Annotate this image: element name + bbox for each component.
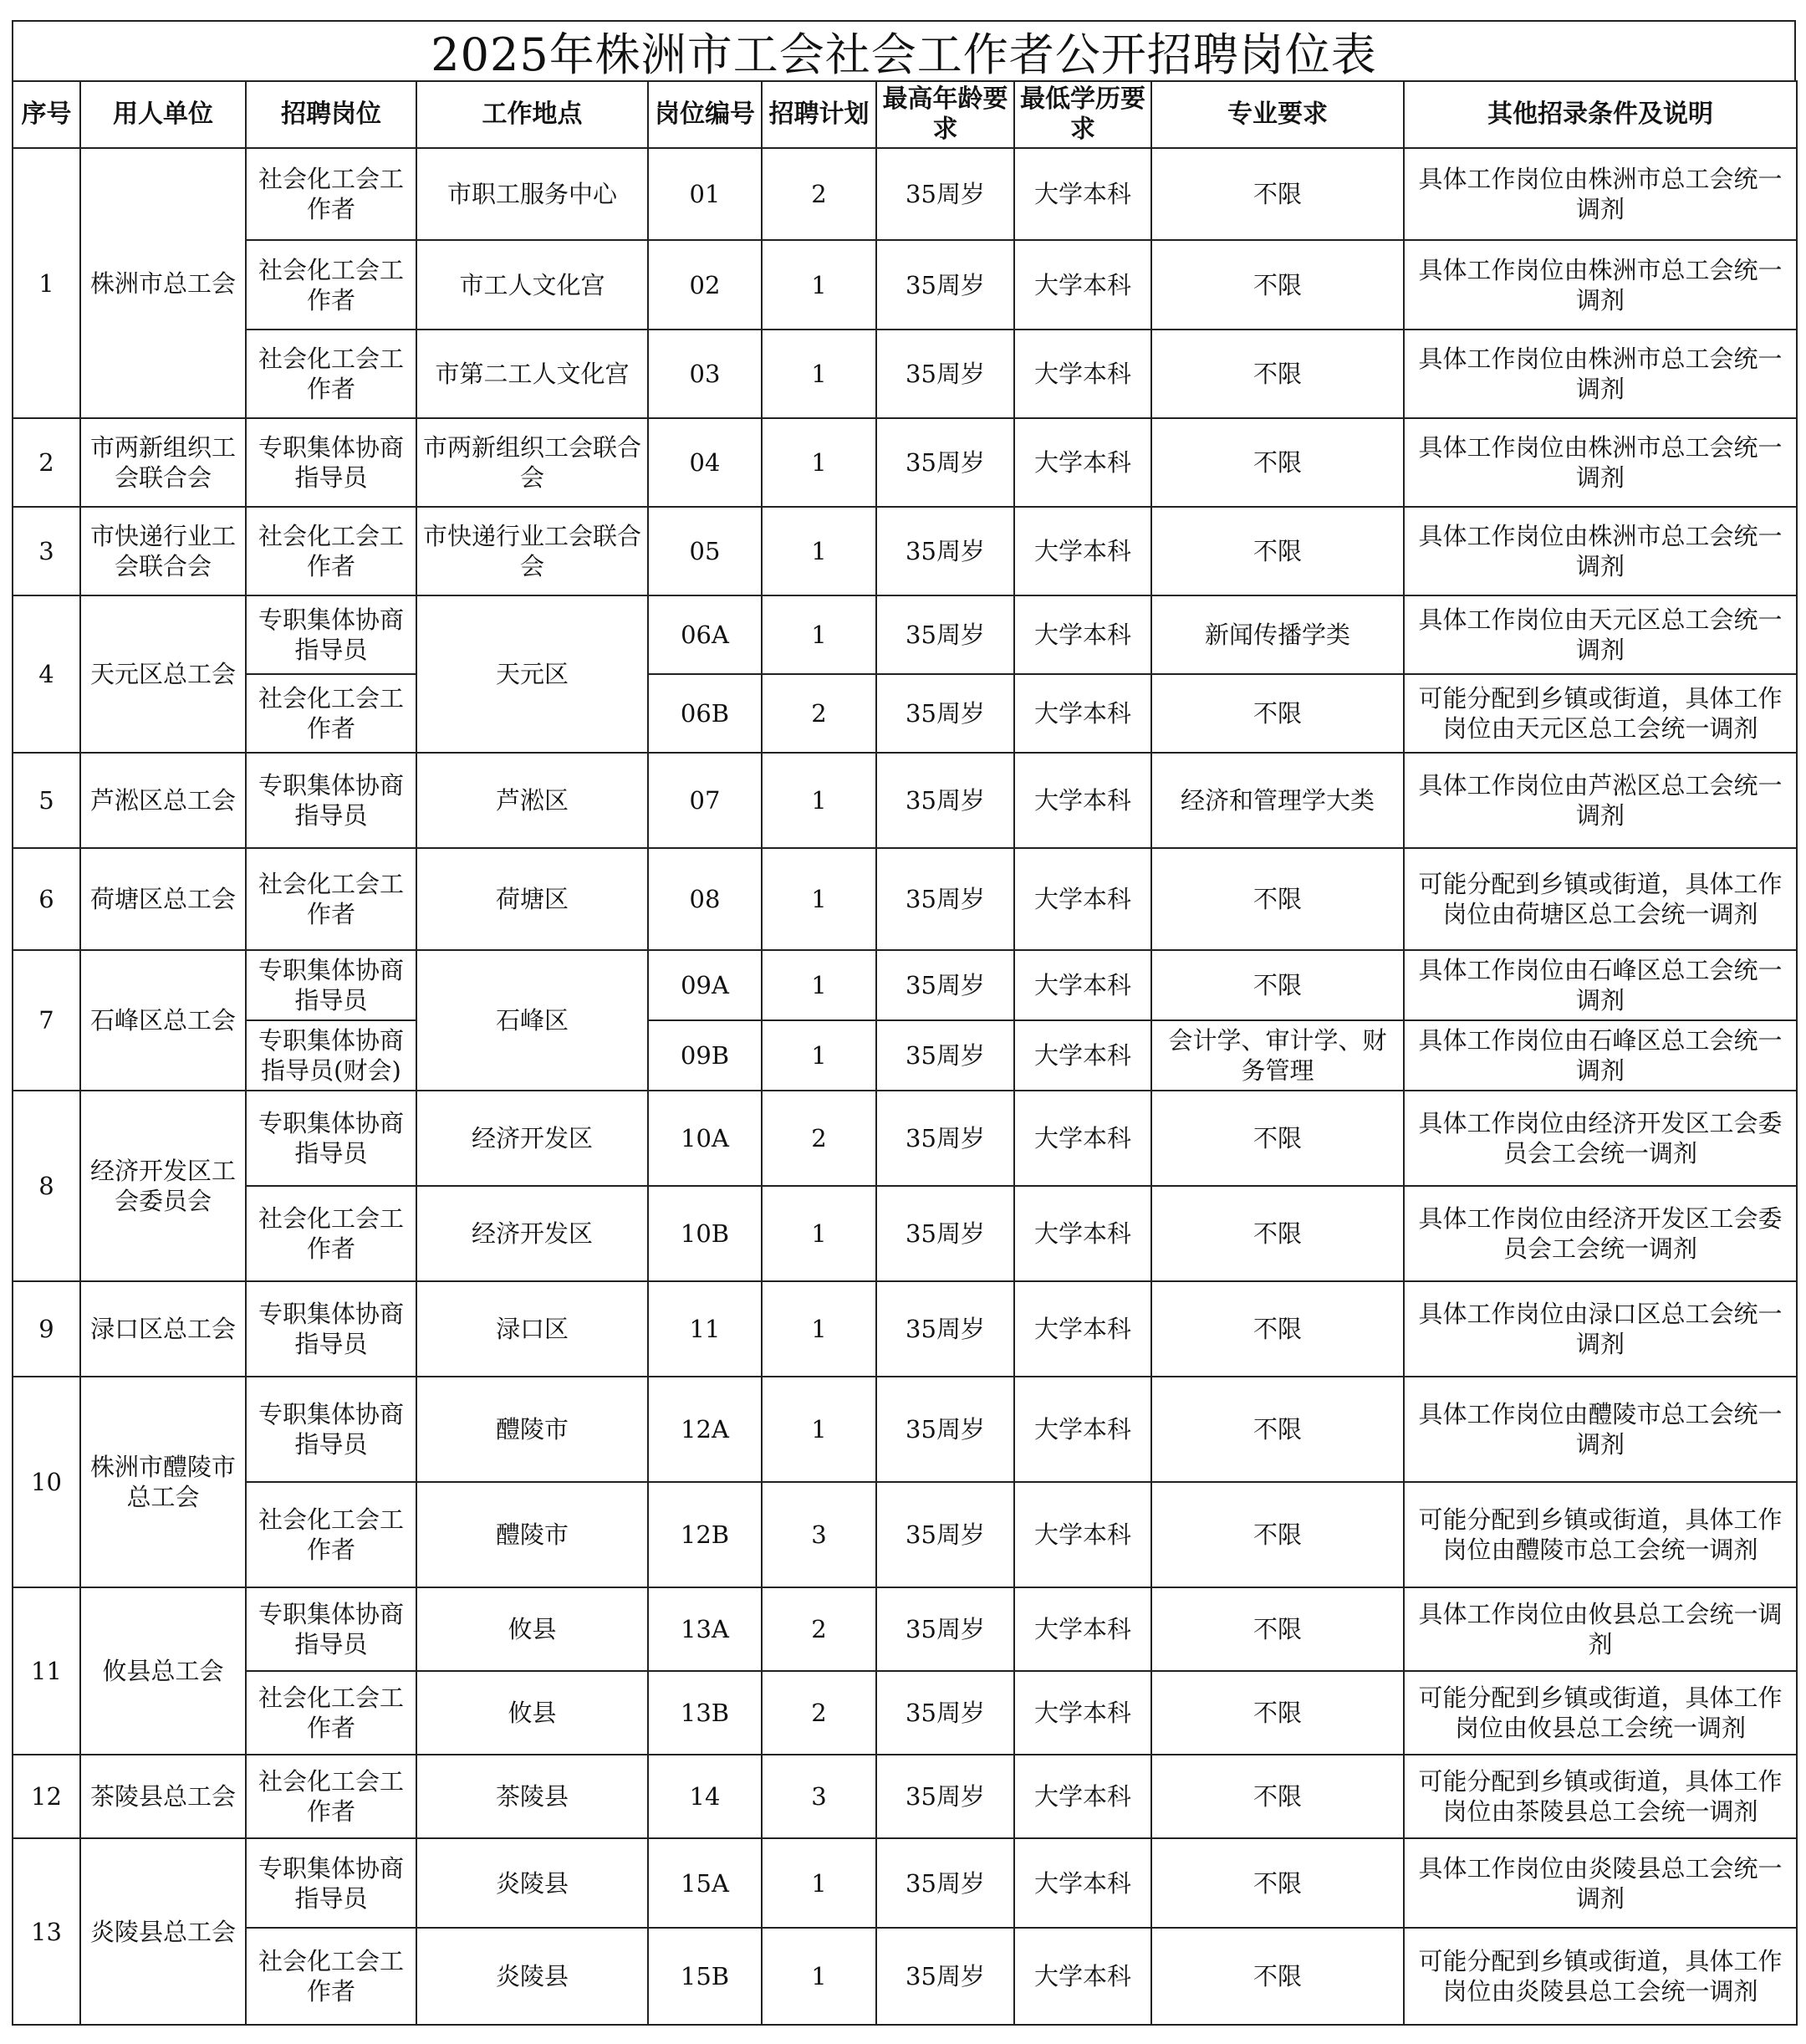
- cell-unit: 炎陵县总工会: [80, 1838, 246, 2025]
- cell-age: 35周岁: [876, 240, 1014, 330]
- cell-unit: 石峰区总工会: [80, 950, 246, 1091]
- cell-age: 35周岁: [876, 753, 1014, 848]
- cell-age: 35周岁: [876, 1377, 1014, 1482]
- table-row: [13, 848, 1797, 950]
- cell-no: 11: [13, 1587, 80, 1755]
- header-plan: 招聘计划: [762, 81, 876, 148]
- cell-unit: 市快递行业工会联合会: [80, 507, 246, 595]
- cell-code: 14: [648, 1755, 762, 1838]
- table-row: [13, 148, 1797, 240]
- cell-age: 35周岁: [876, 1928, 1014, 2025]
- cell-plan: 1: [762, 1186, 876, 1281]
- cell-code: 04: [648, 418, 762, 507]
- table-row: [13, 1186, 1797, 1281]
- cell-post: 专职集体协商指导员: [246, 753, 416, 848]
- cell-plan: 1: [762, 848, 876, 950]
- cell-code: 02: [648, 240, 762, 330]
- cell-post: 社会化工会工作者: [246, 1482, 416, 1587]
- cell-location: 攸县: [416, 1587, 648, 1671]
- cell-education: 大学本科: [1014, 1091, 1151, 1186]
- cell-post: 社会化工会工作者: [246, 507, 416, 595]
- cell-code: 01: [648, 148, 762, 240]
- cell-location: 荷塘区: [416, 848, 648, 950]
- cell-location: 炎陵县: [416, 1838, 648, 1928]
- table-row: [13, 1482, 1797, 1587]
- cell-major: 不限: [1151, 240, 1404, 330]
- table-row: [13, 595, 1797, 674]
- cell-post: 专职集体协商指导员(财会): [246, 1020, 416, 1091]
- cell-post: 专职集体协商指导员: [246, 595, 416, 674]
- cell-age: 35周岁: [876, 950, 1014, 1020]
- header-post: 招聘岗位: [246, 81, 416, 148]
- cell-no: 4: [13, 595, 80, 753]
- cell-location: 市快递行业工会联合会: [416, 507, 648, 595]
- cell-age: 35周岁: [876, 1838, 1014, 1928]
- cell-location: 石峰区: [416, 950, 648, 1091]
- cell-major: 不限: [1151, 950, 1404, 1020]
- cell-education: 大学本科: [1014, 1482, 1151, 1587]
- table-row: [13, 1755, 1797, 1838]
- cell-code: 09B: [648, 1020, 762, 1091]
- cell-plan: 1: [762, 330, 876, 418]
- cell-age: 35周岁: [876, 1186, 1014, 1281]
- cell-education: 大学本科: [1014, 950, 1151, 1020]
- cell-education: 大学本科: [1014, 418, 1151, 507]
- cell-notes: 具体工作岗位由天元区总工会统一调剂: [1404, 595, 1797, 674]
- table-row: [13, 950, 1797, 1020]
- cell-post: 专职集体协商指导员: [246, 950, 416, 1020]
- cell-major: 不限: [1151, 148, 1404, 240]
- cell-age: 35周岁: [876, 1755, 1014, 1838]
- table-row: [13, 753, 1797, 848]
- cell-notes: 具体工作岗位由攸县总工会统一调剂: [1404, 1587, 1797, 1671]
- cell-post: 社会化工会工作者: [246, 848, 416, 950]
- cell-notes: 具体工作岗位由经济开发区工会委员会工会统一调剂: [1404, 1186, 1797, 1281]
- cell-code: 08: [648, 848, 762, 950]
- cell-notes: 具体工作岗位由株洲市总工会统一调剂: [1404, 507, 1797, 595]
- header-code: 岗位编号: [648, 81, 762, 148]
- document-sheet: [12, 20, 1796, 2026]
- cell-major: 经济和管理学大类: [1151, 753, 1404, 848]
- cell-education: 大学本科: [1014, 1838, 1151, 1928]
- cell-post: 专职集体协商指导员: [246, 1838, 416, 1928]
- cell-post: 社会化工会工作者: [246, 1186, 416, 1281]
- cell-notes: 可能分配到乡镇或街道，具体工作岗位由茶陵县总工会统一调剂: [1404, 1755, 1797, 1838]
- cell-notes: 具体工作岗位由渌口区总工会统一调剂: [1404, 1281, 1797, 1377]
- cell-post: 社会化工会工作者: [246, 1671, 416, 1755]
- cell-plan: 3: [762, 1755, 876, 1838]
- cell-education: 大学本科: [1014, 1587, 1151, 1671]
- cell-unit: 芦淞区总工会: [80, 753, 246, 848]
- cell-plan: 1: [762, 507, 876, 595]
- cell-post: 专职集体协商指导员: [246, 1091, 416, 1186]
- cell-post: 社会化工会工作者: [246, 330, 416, 418]
- cell-code: 05: [648, 507, 762, 595]
- cell-code: 13B: [648, 1671, 762, 1755]
- cell-code: 15B: [648, 1928, 762, 2025]
- cell-major: 不限: [1151, 1587, 1404, 1671]
- cell-no: 12: [13, 1755, 80, 1838]
- cell-notes: 具体工作岗位由株洲市总工会统一调剂: [1404, 330, 1797, 418]
- cell-notes: 可能分配到乡镇或街道，具体工作岗位由天元区总工会统一调剂: [1404, 674, 1797, 753]
- cell-notes: 具体工作岗位由芦淞区总工会统一调剂: [1404, 753, 1797, 848]
- cell-plan: 2: [762, 1671, 876, 1755]
- cell-post: 专职集体协商指导员: [246, 1281, 416, 1377]
- cell-unit: 株洲市醴陵市总工会: [80, 1377, 246, 1587]
- cell-plan: 1: [762, 595, 876, 674]
- cell-code: 12A: [648, 1377, 762, 1482]
- cell-unit: 株洲市总工会: [80, 148, 246, 418]
- table-row: [13, 1838, 1797, 1928]
- table-row: [13, 1587, 1797, 1671]
- cell-post: 专职集体协商指导员: [246, 418, 416, 507]
- cell-no: 10: [13, 1377, 80, 1587]
- cell-plan: 3: [762, 1482, 876, 1587]
- cell-code: 12B: [648, 1482, 762, 1587]
- cell-no: 2: [13, 418, 80, 507]
- cell-education: 大学本科: [1014, 1186, 1151, 1281]
- cell-age: 35周岁: [876, 1671, 1014, 1755]
- cell-age: 35周岁: [876, 418, 1014, 507]
- cell-major: 不限: [1151, 674, 1404, 753]
- cell-unit: 茶陵县总工会: [80, 1755, 246, 1838]
- table-row: [13, 1671, 1797, 1755]
- cell-location: 炎陵县: [416, 1928, 648, 2025]
- cell-unit: 攸县总工会: [80, 1587, 246, 1755]
- cell-location: 经济开发区: [416, 1186, 648, 1281]
- cell-major: 不限: [1151, 1482, 1404, 1587]
- cell-no: 13: [13, 1838, 80, 2025]
- cell-post: 专职集体协商指导员: [246, 1587, 416, 1671]
- cell-unit: 天元区总工会: [80, 595, 246, 753]
- cell-code: 07: [648, 753, 762, 848]
- cell-no: 9: [13, 1281, 80, 1377]
- cell-education: 大学本科: [1014, 1671, 1151, 1755]
- table-body: [13, 148, 1797, 2025]
- header-row: [13, 81, 1797, 148]
- table-row: [13, 418, 1797, 507]
- cell-major: 不限: [1151, 1671, 1404, 1755]
- cell-notes: 具体工作岗位由株洲市总工会统一调剂: [1404, 148, 1797, 240]
- cell-plan: 1: [762, 1838, 876, 1928]
- cell-age: 35周岁: [876, 1091, 1014, 1186]
- cell-unit: 市两新组织工会联合会: [80, 418, 246, 507]
- cell-code: 11: [648, 1281, 762, 1377]
- page-title: 2025年株洲市工会社会工作者公开招聘岗位表: [12, 20, 1796, 80]
- cell-education: 大学本科: [1014, 674, 1151, 753]
- cell-major: 不限: [1151, 848, 1404, 950]
- cell-code: 06A: [648, 595, 762, 674]
- cell-plan: 1: [762, 1281, 876, 1377]
- cell-education: 大学本科: [1014, 240, 1151, 330]
- cell-unit: 荷塘区总工会: [80, 848, 246, 950]
- cell-no: 5: [13, 753, 80, 848]
- cell-plan: 1: [762, 753, 876, 848]
- cell-location: 天元区: [416, 595, 648, 753]
- cell-location: 市职工服务中心: [416, 148, 648, 240]
- cell-education: 大学本科: [1014, 1377, 1151, 1482]
- cell-education: 大学本科: [1014, 148, 1151, 240]
- cell-education: 大学本科: [1014, 330, 1151, 418]
- cell-plan: 2: [762, 1587, 876, 1671]
- cell-education: 大学本科: [1014, 1281, 1151, 1377]
- table-row: [13, 240, 1797, 330]
- cell-major: 不限: [1151, 1377, 1404, 1482]
- cell-location: 渌口区: [416, 1281, 648, 1377]
- table-row: [13, 1281, 1797, 1377]
- table-row: [13, 1020, 1797, 1091]
- cell-plan: 2: [762, 674, 876, 753]
- table-row: [13, 674, 1797, 753]
- cell-code: 13A: [648, 1587, 762, 1671]
- cell-plan: 1: [762, 240, 876, 330]
- cell-code: 10A: [648, 1091, 762, 1186]
- header-major: 专业要求: [1151, 81, 1404, 148]
- cell-plan: 1: [762, 1928, 876, 2025]
- cell-plan: 1: [762, 950, 876, 1020]
- cell-code: 03: [648, 330, 762, 418]
- cell-no: 8: [13, 1091, 80, 1281]
- cell-post: 社会化工会工作者: [246, 240, 416, 330]
- cell-notes: 具体工作岗位由株洲市总工会统一调剂: [1404, 240, 1797, 330]
- cell-notes: 具体工作岗位由石峰区总工会统一调剂: [1404, 950, 1797, 1020]
- cell-post: 社会化工会工作者: [246, 1755, 416, 1838]
- cell-notes: 具体工作岗位由炎陵县总工会统一调剂: [1404, 1838, 1797, 1928]
- cell-education: 大学本科: [1014, 595, 1151, 674]
- cell-age: 35周岁: [876, 330, 1014, 418]
- cell-code: 09A: [648, 950, 762, 1020]
- cell-post: 专职集体协商指导员: [246, 1377, 416, 1482]
- cell-major: 不限: [1151, 507, 1404, 595]
- cell-major: 不限: [1151, 418, 1404, 507]
- cell-plan: 2: [762, 1091, 876, 1186]
- cell-plan: 1: [762, 1020, 876, 1091]
- cell-notes: 可能分配到乡镇或街道，具体工作岗位由炎陵县总工会统一调剂: [1404, 1928, 1797, 2025]
- cell-age: 35周岁: [876, 595, 1014, 674]
- cell-no: 3: [13, 507, 80, 595]
- cell-notes: 具体工作岗位由经济开发区工会委员会工会统一调剂: [1404, 1091, 1797, 1186]
- cell-major: 不限: [1151, 330, 1404, 418]
- cell-major: 不限: [1151, 1186, 1404, 1281]
- cell-code: 10B: [648, 1186, 762, 1281]
- header-education: 最低学历要求: [1014, 81, 1151, 148]
- cell-notes: 可能分配到乡镇或街道，具体工作岗位由荷塘区总工会统一调剂: [1404, 848, 1797, 950]
- header-notes: 其他招录条件及说明: [1404, 81, 1797, 148]
- cell-post: 社会化工会工作者: [246, 148, 416, 240]
- cell-education: 大学本科: [1014, 848, 1151, 950]
- cell-code: 06B: [648, 674, 762, 753]
- table-row: [13, 1928, 1797, 2025]
- table-row: [13, 1091, 1797, 1186]
- cell-education: 大学本科: [1014, 753, 1151, 848]
- header-age: 最高年龄要求: [876, 81, 1014, 148]
- cell-no: 6: [13, 848, 80, 950]
- cell-location: 市两新组织工会联合会: [416, 418, 648, 507]
- cell-post: 社会化工会工作者: [246, 1928, 416, 2025]
- cell-location: 醴陵市: [416, 1482, 648, 1587]
- cell-age: 35周岁: [876, 1587, 1014, 1671]
- cell-age: 35周岁: [876, 148, 1014, 240]
- cell-notes: 可能分配到乡镇或街道，具体工作岗位由攸县总工会统一调剂: [1404, 1671, 1797, 1755]
- cell-unit: 渌口区总工会: [80, 1281, 246, 1377]
- cell-notes: 具体工作岗位由石峰区总工会统一调剂: [1404, 1020, 1797, 1091]
- table-row: [13, 1377, 1797, 1482]
- cell-location: 茶陵县: [416, 1755, 648, 1838]
- cell-age: 35周岁: [876, 1020, 1014, 1091]
- recruitment-table: [12, 80, 1798, 2026]
- cell-major: 不限: [1151, 1928, 1404, 2025]
- cell-age: 35周岁: [876, 1281, 1014, 1377]
- cell-notes: 具体工作岗位由株洲市总工会统一调剂: [1404, 418, 1797, 507]
- cell-major: 不限: [1151, 1281, 1404, 1377]
- cell-education: 大学本科: [1014, 1755, 1151, 1838]
- cell-education: 大学本科: [1014, 507, 1151, 595]
- cell-major: 会计学、审计学、财务管理: [1151, 1020, 1404, 1091]
- cell-notes: 具体工作岗位由醴陵市总工会统一调剂: [1404, 1377, 1797, 1482]
- cell-major: 不限: [1151, 1838, 1404, 1928]
- header-unit: 用人单位: [80, 81, 246, 148]
- cell-code: 15A: [648, 1838, 762, 1928]
- cell-location: 经济开发区: [416, 1091, 648, 1186]
- cell-major: 不限: [1151, 1755, 1404, 1838]
- cell-plan: 1: [762, 418, 876, 507]
- table-row: [13, 330, 1797, 418]
- cell-major: 新闻传播学类: [1151, 595, 1404, 674]
- table-row: [13, 507, 1797, 595]
- cell-no: 7: [13, 950, 80, 1091]
- cell-location: 芦淞区: [416, 753, 648, 848]
- cell-unit: 经济开发区工会委员会: [80, 1091, 246, 1281]
- cell-age: 35周岁: [876, 1482, 1014, 1587]
- cell-age: 35周岁: [876, 848, 1014, 950]
- cell-age: 35周岁: [876, 507, 1014, 595]
- cell-education: 大学本科: [1014, 1020, 1151, 1091]
- cell-location: 市工人文化宫: [416, 240, 648, 330]
- cell-age: 35周岁: [876, 674, 1014, 753]
- header-no: 序号: [13, 81, 80, 148]
- cell-post: 社会化工会工作者: [246, 674, 416, 753]
- cell-location: 醴陵市: [416, 1377, 648, 1482]
- cell-plan: 2: [762, 148, 876, 240]
- header-location: 工作地点: [416, 81, 648, 148]
- cell-location: 市第二工人文化宫: [416, 330, 648, 418]
- cell-notes: 可能分配到乡镇或街道，具体工作岗位由醴陵市总工会统一调剂: [1404, 1482, 1797, 1587]
- cell-plan: 1: [762, 1377, 876, 1482]
- cell-major: 不限: [1151, 1091, 1404, 1186]
- cell-location: 攸县: [416, 1671, 648, 1755]
- cell-no: 1: [13, 148, 80, 418]
- cell-education: 大学本科: [1014, 1928, 1151, 2025]
